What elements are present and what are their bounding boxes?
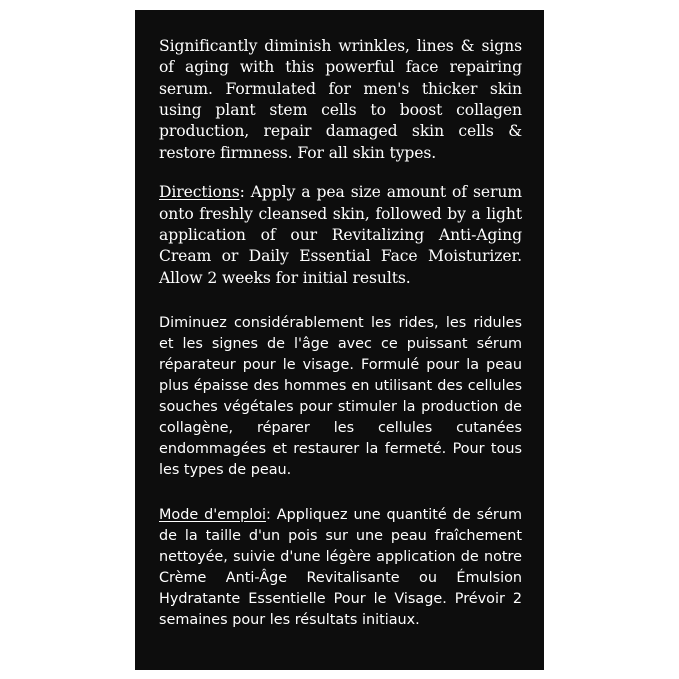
french-description-paragraph: Diminuez considérablement les rides, les ridules et les signes de l'âge avec ce puissant sérum réparateur pour le visage. Formulé pour la peau plus épaisse des hommes en utilisant des cellules souches végétales pour stimuler la production de collagène, réparer les cellules cutanées endommagées et restaurer la fermeté. Pour tous les types de peau. (159, 314, 522, 479)
product-label-panel (135, 10, 544, 670)
french-directions-heading: Mode d'emploi (159, 507, 267, 524)
french-directions-body: : Appliquez une quantité de sérum de la taille d'un pois sur une peau fraîchement nettoyée, suivie d'une légère application de notre Crème Anti-Âge Revitalisante ou Émulsion Hydratante Essentielle Pour le Visage. Prévoir 2 semaines pour les résultats initiaux. (159, 507, 522, 629)
english-directions-heading: Directions (159, 183, 240, 202)
french-directions-paragraph (159, 505, 522, 631)
english-directions-body: : Apply a pea size amount of serum onto freshly cleansed skin, followed by a light application of our Revitalizing Anti-Aging Cream or Daily Essential Face Moisturizer. Allow 2 weeks for initial results. (159, 183, 522, 287)
english-description-paragraph: Significantly diminish wrinkles, lines & signs of aging with this powerful face repairing serum. Formulated for men's thicker skin using plant stem cells to boost collagen production, repair damaged skin cells & restore firmness. For all skin types. (159, 37, 522, 162)
english-directions-paragraph (159, 182, 522, 289)
